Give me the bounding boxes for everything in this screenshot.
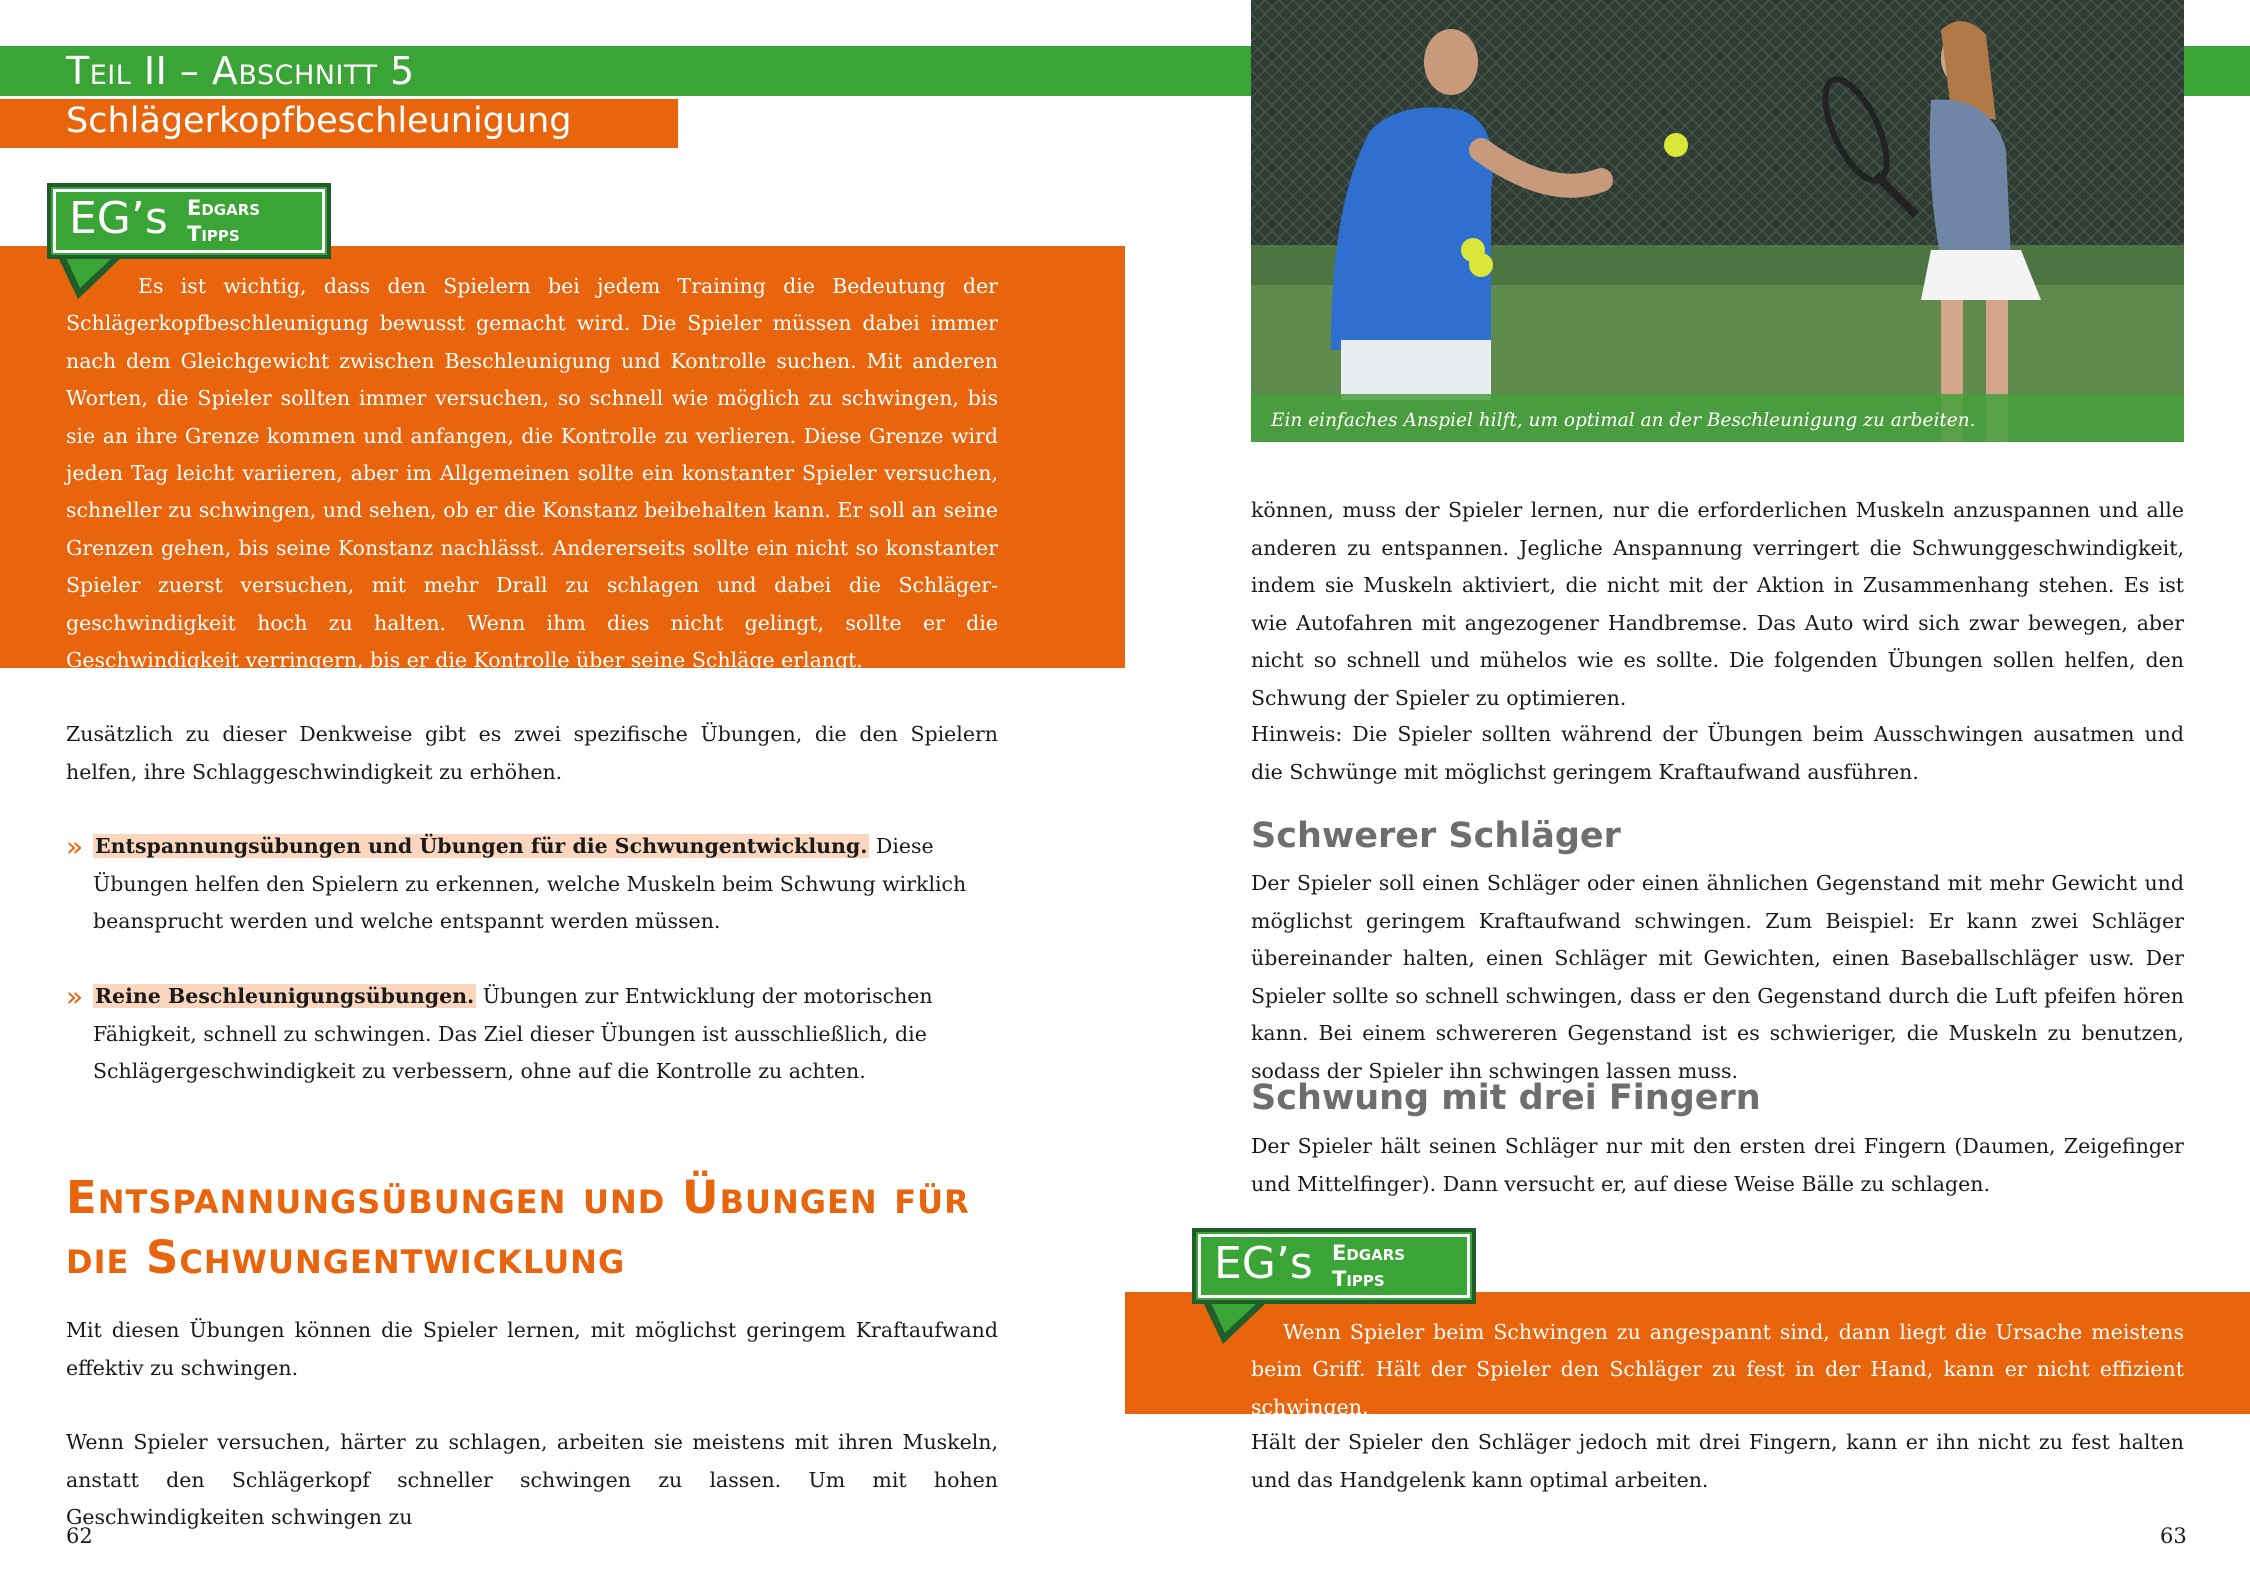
tip-text-1: Es ist wichtig, dass den Spielern bei jedem Training die Bedeutung der Schlägerkopfbeschleunigung bewusst gemacht wird. Die Spieler müssen dabei immer nach dem Gleichgewicht zwischen Beschleunigung und Kontrolle suchen. Mit anderen Worten, die Spieler sollten immer versuchen, so schnell wie möglich zu schwingen, bis sie an ihre Grenze kommen und anfangen, die Kontrolle zu verlieren. Diese Grenze wird jeden Tag leicht variieren, aber im Allgemeinen sollte ein konstanter Spieler versuchen, schneller zu schwingen, und sehen, ob er die Konstanz beibehalten kann. Er soll an seine Grenzen gehen, bis seine Konstanz nachlässt. Andererseits sollte ein nicht so konstanter Spieler zuerst versuchen, mit mehr Drall zu schlagen und dabei die Schlägergeschwindigkeit hoch zu halten. Wenn ihm dies nicht gelingt, sollte er die Geschwindigkeit verringern, bis er die Kontrolle über seine Schläge erlangt. (66, 274, 998, 673)
section-subtitle: Schlägerkopfbeschleunigung (66, 101, 572, 141)
chapter-title: Teil II – Abschnitt 5 (66, 49, 415, 93)
bullet-highlight-2: Reine Beschleunigungsübungen. (95, 984, 475, 1008)
three-fingers-text: Der Spieler hält seinen Schläger nur mit den ersten drei Fingern (Daumen, Zeigefinger und Mittelfinger). Dann versucht er, auf diese Weise Bälle zu schlagen. (1251, 1134, 2184, 1196)
badge-line-2: Tipps (187, 222, 240, 246)
heading-heavy-racket: Schwerer Schläger (1251, 816, 1621, 856)
section-heading: Entspannungsübungen und Übungen für die Schwungentwicklung (66, 1171, 970, 1284)
badge-tipps-label (187, 195, 260, 247)
tip-text-2: Wenn Spieler beim Schwingen zu angespannt sind, dann liegt die Ursache meistens beim Griff. Hält der Spieler den Schläger zu fest in der Hand, kann er nicht effizient schwingen. (1251, 1320, 2184, 1419)
bullet-item-1 (66, 828, 998, 941)
page-number-left: 62 (66, 1524, 93, 1548)
page-number-right: 63 (2160, 1524, 2187, 1548)
tennis-photo (1251, 0, 2184, 442)
right-paragraph-1: können, muss der Spieler lernen, nur die erforderlichen Muskeln anzuspannen und alle anderen zu entspannen. Jegliche Anspannung verringert die Schwunggeschwindigkeit, indem sie Muskeln aktiviert, die nicht mit der Aktion in Zusammenhang stehen. Es ist wie Autofahren mit angezogener Handbremse. Das Auto wird sich zwar bewegen, aber nicht so schnell und mühelos wie es sollte. Die folgenden Übungen sollen helfen, den Schwung der Spieler zu optimieren. (1251, 498, 2184, 710)
badge-line-1: Edgars (187, 196, 261, 220)
bullet-highlight-1: Entspannungsübungen und Übungen für die Schwungentwicklung. (95, 834, 868, 858)
bullet-text-2 (93, 978, 998, 1091)
final-paragraph: Hält der Spieler den Schläger jedoch mit drei Fingern, kann er ihn nicht zu fest halten und das Handgelenk kann optimal arbeiten. (1251, 1430, 2184, 1492)
heading-three-fingers: Schwung mit drei Fingern (1251, 1078, 1761, 1118)
heavy-racket-text: Der Spieler soll einen Schläger oder einen ähnlichen Gegenstand mit mehr Gewicht und möglichst geringem Kraftaufwand schwingen. Zum Beispiel: Er kann zwei Schläger übereinander halten, einen Schläger mit Gewichten, einen Baseballschläger usw. Der Spieler sollte so schnell schwingen, dass er den Gegenstand durch die Luft pfeifen hören kann. Bei einem schwereren Gegenstand ist es schwieriger, die Muskeln zu benutzen, sodass der Spieler ihn schwingen lassen muss. (1251, 871, 2184, 1083)
bullet-body-1: Diese Übungen helfen den Spielern zu erkennen, welche Muskeln beim Schwung wirklich beansprucht werden und welche entspannt werden müssen. (93, 834, 967, 933)
bullet-chevron-icon: » (66, 830, 84, 863)
badge-tipps-label (1332, 1240, 1405, 1292)
badge-eg-label: EG’s (1214, 1238, 1313, 1289)
edgars-tipps-badge-2 (1192, 1228, 1476, 1304)
badge-eg-label: EG’s (69, 193, 168, 244)
bullet-chevron-icon: » (66, 980, 84, 1013)
photo-caption: Ein einfaches Anspiel hilft, um optimal an der Beschleunigung zu arbeiten. (1251, 394, 2184, 442)
badge-line-1: Edgars (1332, 1241, 1406, 1265)
bullet-text-1 (93, 828, 998, 941)
note-paragraph: Hinweis: Die Spieler sollten während der Übungen beim Ausschwingen ausatmen und die Schwünge mit möglichst geringem Kraftaufwand ausführen. (1251, 722, 2184, 784)
badge-line-2: Tipps (1332, 1267, 1385, 1291)
intro-paragraph: Zusätzlich zu dieser Denkweise gibt es zwei spezifische Übungen, die den Spielern helfen, ihre Schlaggeschwindigkeit zu erhöhen. (66, 722, 998, 784)
bullet-body-2: Übungen zur Entwicklung der motorischen Fähigkeit, schnell zu schwingen. Das Ziel dieser Übungen ist ausschließlich, die Schlägergeschwindigkeit zu verbessern, ohne auf die Kontrolle zu achten. (93, 984, 933, 1083)
paragraph-2: Wenn Spieler versuchen, härter zu schlagen, arbeiten sie meistens mit ihren Muskeln, anstatt den Schlägerkopf schneller schwingen zu lassen. Um mit hohen Geschwindigkeiten schwingen zu (66, 1430, 998, 1529)
paragraph-1: Mit diesen Übungen können die Spieler lernen, mit möglichst geringem Kraftaufwand effektiv zu schwingen. (66, 1318, 998, 1380)
bullet-item-2 (66, 978, 998, 1091)
tennis-photo-image (1251, 0, 2184, 442)
edgars-tipps-badge (47, 183, 331, 259)
